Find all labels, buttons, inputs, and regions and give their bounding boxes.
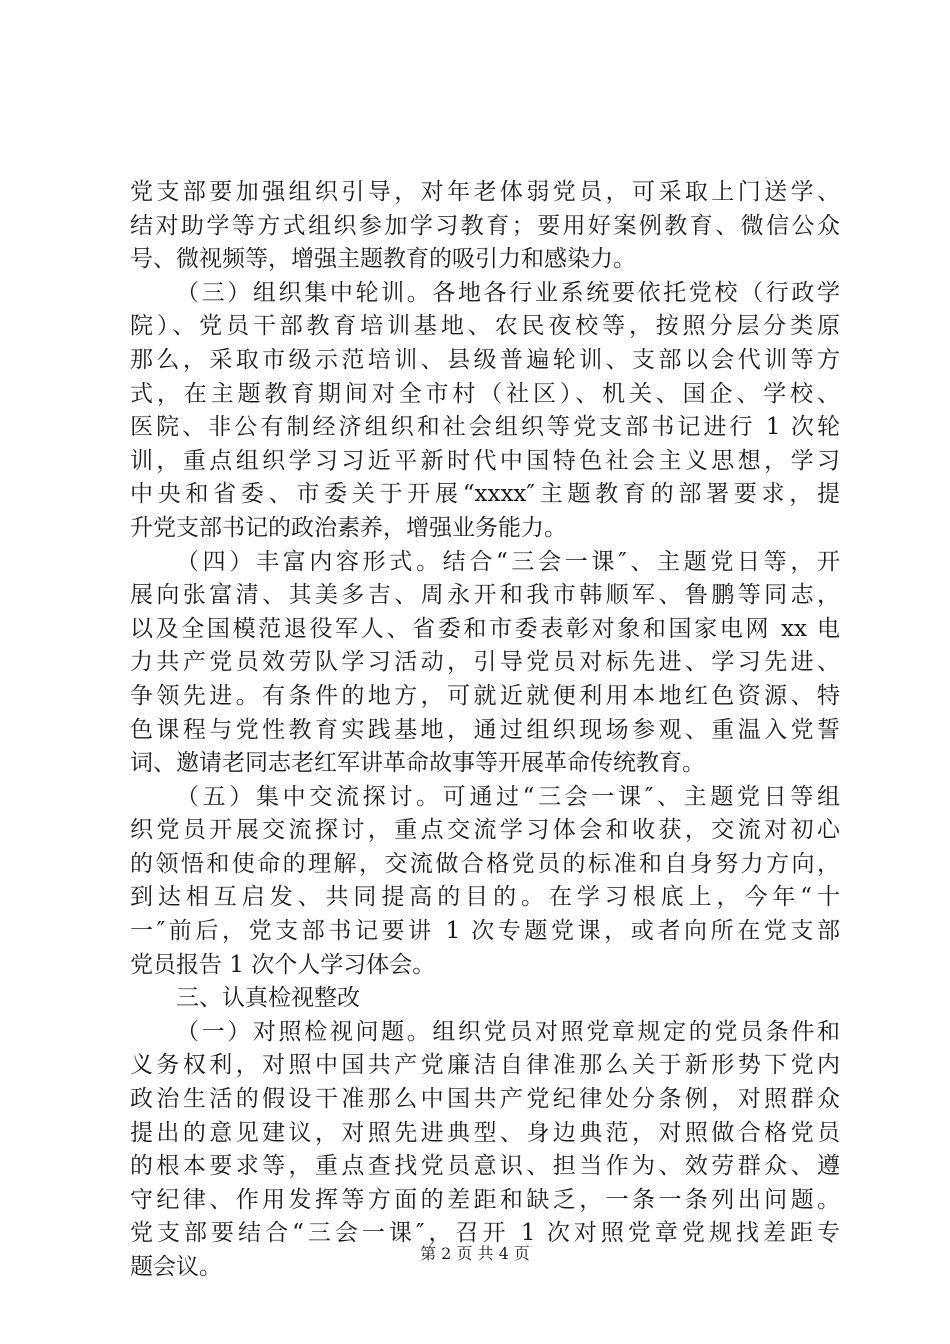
text-line: 词、邀请老同志老红军讲革命故事等开展革命传统教育。 <box>130 750 705 777</box>
text-line: 展向张富清、其美多吉、周永开和我市韩顺军、鲁鹏等同志， <box>130 582 840 609</box>
page-number-footer: 第 2 页 共 4 页 <box>420 1244 530 1263</box>
section-heading: 三、认真检视整改 <box>176 985 360 1012</box>
paragraph-heading-4: （四）丰富内容形式。结合“三会一课″、主题党日等，开 <box>176 548 840 575</box>
text-line: 一″前后，党支部书记要讲 1 次专题党课，或者向所在党支部 <box>130 918 840 945</box>
paragraph-heading-1: （一）对照检视问题。组织党员对照党章规定的党员条件和 <box>176 1018 840 1045</box>
text-line: 守纪律、作用发挥等方面的差距和缺乏，一条一条列出问题。 <box>130 1186 840 1213</box>
text-line: 力共产党员效劳队学习活动，引导党员对标先进、学习先进、 <box>130 649 840 676</box>
paragraph-heading-5: （五）集中交流探讨。可通过“三会一课″、主题党日等组 <box>176 783 840 810</box>
text-line: 党员报告 1 次个人学习体会。 <box>130 951 436 978</box>
text-line: 织党员开展交流探讨，重点交流学习体会和收获，交流对初心 <box>130 817 840 844</box>
text-line: 党支部要结合“三会一课″，召开 1 次对照党章党规找差距专 <box>130 1220 840 1247</box>
text-line: 中央和省委、市委关于开展“xxxx″主题教育的部署要求，提 <box>130 481 840 508</box>
text-line: 色课程与党性教育实践基地，通过组织现场参观、重温入党誓 <box>130 716 840 743</box>
text-line: 医院、非公有制经济组织和社会组织等党支部书记进行 1 次轮 <box>130 414 840 441</box>
text-line: 党支部要加强组织引导，对年老体弱党员，可采取上门送学、 <box>130 179 840 205</box>
document-body <box>130 176 840 1285</box>
text-line: 的领悟和使命的理解，交流做合格党员的标准和自身努力方向， <box>130 850 840 877</box>
text-line: 院）、党员干部教育培训基地、农民夜校等，按照分层分类原 <box>130 313 840 340</box>
text-line: 以及全国模范退役军人、省委和市委表彰对象和国家电网 xx 电 <box>130 615 840 642</box>
paragraph-heading-3: （三）组织集中轮训。各地各行业系统要依托党校（行政学 <box>176 279 840 306</box>
text-line: 那么，采取市级示范培训、县级普遍轮训、支部以会代训等方 <box>130 346 840 373</box>
text-line: 训，重点组织学习习近平新时代中国特色社会主义思想，学习 <box>130 447 840 474</box>
text-line: 义务权利，对照中国共产党廉洁自律准那么关于新形势下党内 <box>130 1052 840 1079</box>
text-line: 提出的意见建议，对照先进典型、身边典范，对照做合格党员 <box>130 1119 840 1146</box>
text-line: 政治生活的假设干准那么中国共产党纪律处分条例，对照群众 <box>130 1086 840 1113</box>
text-line: 题会议。 <box>130 1254 222 1280</box>
text-line: 升党支部书记的政治素养，增强业务能力。 <box>130 514 567 541</box>
text-line: 的根本要求等，重点查找党员意识、担当作为、效劳群众、遵 <box>130 1153 840 1180</box>
text-line: 号、微视频等，增强主题教育的吸引力和感染力。 <box>130 246 636 273</box>
text-line: 争领先进。有条件的地方，可就近就便利用本地红色资源、特 <box>130 682 840 709</box>
text-line: 到达相互启发、共同提高的目的。在学习根底上，今年“十 <box>130 884 840 911</box>
text-line: 式，在主题教育期间对全市村（社区）、机关、国企、学校、 <box>130 380 840 407</box>
text-line: 结对助学等方式组织参加学习教育；要用好案例教育、微信公众 <box>130 212 840 239</box>
